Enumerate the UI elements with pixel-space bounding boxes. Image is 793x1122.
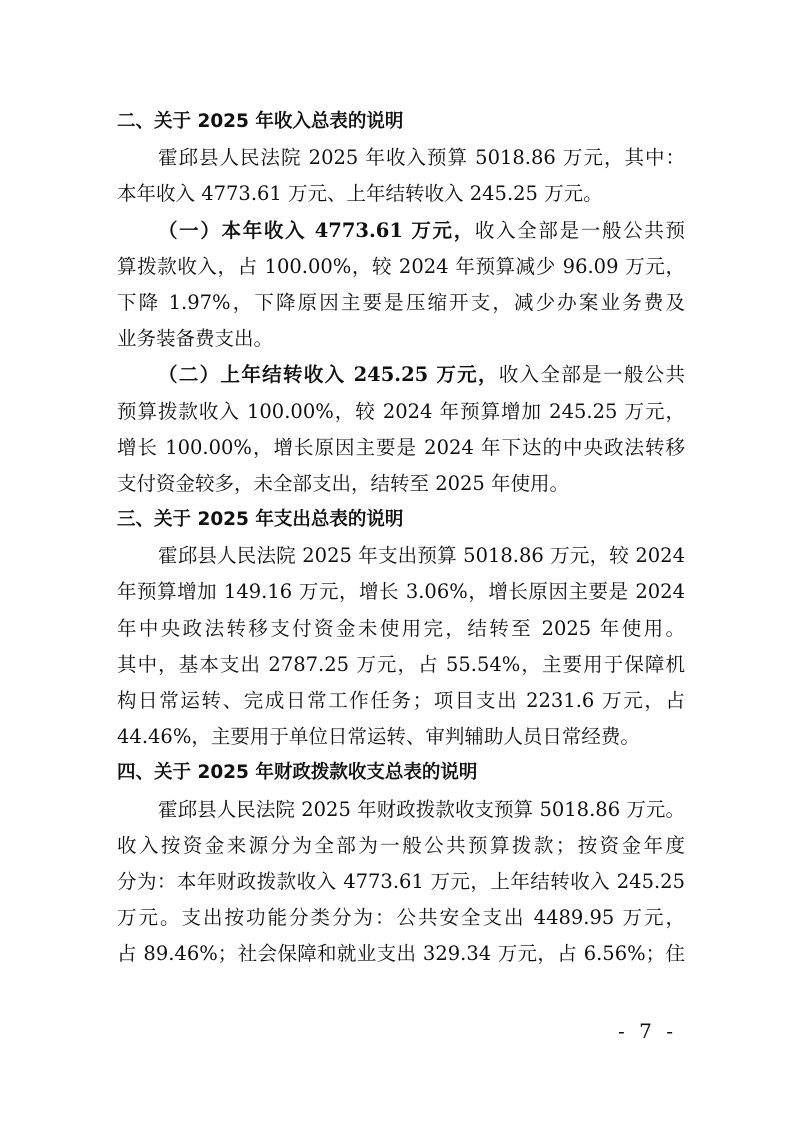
line-text: 二、关于 2025 年收入总表的说明 xyxy=(117,111,404,132)
line-text: 四、关于 2025 年财政拨款收支总表的说明 xyxy=(117,762,478,784)
paragraph-line xyxy=(117,394,685,430)
section-heading xyxy=(117,502,685,538)
paragraph-line xyxy=(117,321,685,357)
bold-lead-text: （一）本年收入 4773.61 万元， xyxy=(158,218,475,242)
line-text: 支付资金较多，未全部支出，结转至 2025 年使用。 xyxy=(117,471,570,495)
line-text: 44.46%，主要用于单位日常运转、审判辅助人员日常经费。 xyxy=(117,725,640,749)
paragraph-line xyxy=(117,574,685,610)
line-text: 霍邱县人民法院 2025 年收入预算 5018.86 万元，其中： xyxy=(158,146,685,170)
paragraph-line xyxy=(117,430,685,466)
line-text: 霍邱县人民法院 2025 年支出预算 5018.86 万元，较 2024 xyxy=(158,544,685,568)
line-text: 预算拨款收入 100.00%，较 2024 年预算增加 245.25 万元， xyxy=(117,399,685,423)
paragraph-line xyxy=(117,213,685,249)
paragraph-line xyxy=(117,864,685,900)
line-text: 万元。支出按功能分类分为：公共安全支出 4489.95 万元， xyxy=(117,906,685,930)
paragraph-line xyxy=(117,538,685,574)
line-text: 收入全部是一般公共预 xyxy=(474,218,685,242)
line-text: 下降 1.97%，下降原因主要是压缩开支，减少办案业务费及 xyxy=(117,290,685,314)
page-number: - 7 - xyxy=(618,1019,677,1043)
line-text: 年中央政法转移支付资金未使用完，结转至 2025 年使用。 xyxy=(117,616,685,640)
paragraph-line xyxy=(117,792,685,828)
section-heading xyxy=(117,104,685,140)
paragraph-line xyxy=(117,647,685,683)
paragraph-line xyxy=(117,249,685,285)
paragraph-line xyxy=(117,140,685,176)
line-text: 占 89.46%；社会保障和就业支出 329.34 万元，占 6.56%；住 xyxy=(117,942,685,966)
paragraph-line xyxy=(117,900,685,936)
bold-lead-text: （二）上年结转收入 245.25 万元， xyxy=(158,363,499,387)
line-text: 其中，基本支出 2787.25 万元，占 55.54%，主要用于保障机 xyxy=(117,652,685,676)
line-text: 收入全部是一般公共 xyxy=(498,363,685,387)
paragraph-line xyxy=(117,719,685,755)
paragraph-line xyxy=(117,176,685,212)
line-text: 霍邱县人民法院 2025 年财政拨款收支预算 5018.86 万元。 xyxy=(158,797,685,821)
line-text: 三、关于 2025 年支出总表的说明 xyxy=(117,509,404,531)
line-text: 业务装备费支出。 xyxy=(117,327,274,351)
line-text: 本年收入 4773.61 万元、上年结转收入 245.25 万元。 xyxy=(117,182,603,206)
line-text: 算拨款收入，占 100.00%，较 2024 年预算减少 96.09 万元， xyxy=(117,254,685,278)
line-text: 构日常运转、完成日常工作任务；项目支出 2231.6 万元，占 xyxy=(117,689,685,712)
paragraph-line xyxy=(117,683,685,719)
paragraph-line xyxy=(117,285,685,321)
paragraph-line xyxy=(117,357,685,393)
line-text: 增长 100.00%，增长原因主要是 2024 年下达的中央政法转移 xyxy=(117,435,685,459)
paragraph-line xyxy=(117,828,685,864)
paragraph-line xyxy=(117,936,685,972)
line-text: 分为：本年财政拨款收入 4773.61 万元，上年结转收入 245.25 xyxy=(117,869,685,893)
section-heading xyxy=(117,755,685,791)
paragraph-line xyxy=(117,466,685,502)
document-body xyxy=(117,104,685,973)
line-text: 收入按资金来源分为全部为一般公共预算拨款；按资金年度 xyxy=(117,833,685,857)
line-text: 年预算增加 149.16 万元，增长 3.06%，增长原因主要是 2024 xyxy=(117,580,685,604)
paragraph-line xyxy=(117,611,685,647)
